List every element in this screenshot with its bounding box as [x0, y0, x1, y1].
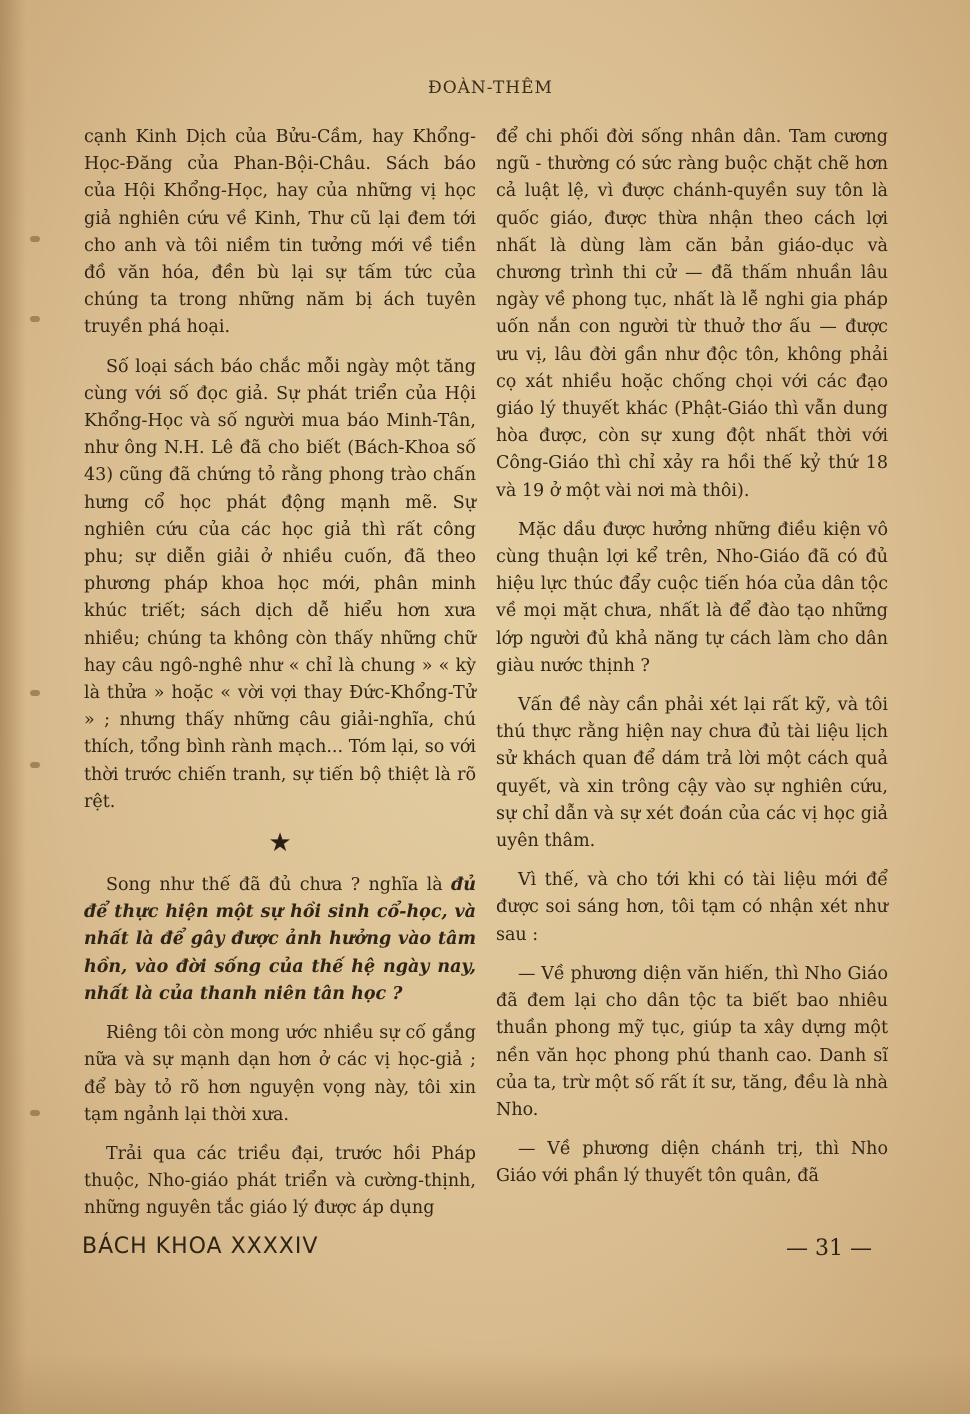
paragraph: Riêng tôi còn mong ước nhiều sự cố gắng nữa và sự mạnh dạn hơn ở các vị học-giả ; để bày tỏ rõ hơn nguyện vọng này, tôi xin tạm ngảnh lại thời xưa.: [84, 1023, 476, 1125]
paragraph-question-italic: đủ để thực hiện một sự hồi sinh cổ-học, và nhất là để gây được ảnh hưởng vào tâm hồn, vào đời sống của thế hệ ngày nay, nhất là của thanh niên tân học ?: [84, 875, 476, 1004]
binding-hole: [30, 236, 40, 242]
paragraph-question: [84, 872, 476, 1008]
running-head: ĐOÀN-THÊM: [428, 78, 553, 98]
paragraph: Vì thế, và cho tới khi có tài liệu mới để được soi sáng hơn, tôi tạm có nhận xét như sau :: [496, 870, 888, 945]
paragraph: Vấn đề này cần phải xét lại rất kỹ, và tôi thú thực rằng hiện nay chưa đủ tài liệu lịch sử khách quan để dám trả lời một cách quả quyết, và xin trông cậy vào sự nghiên cứu, sự chỉ dẫn và sự xét đoán của các vị học giả uyên thâm.: [496, 695, 888, 852]
paragraph: — Về phương diện văn hiến, thì Nho Giáo đã đem lại cho dân tộc ta biết bao nhiêu thuần phong mỹ tục, giúp ta xây dựng một nền văn học phong phú thanh cao. Danh sĩ của ta, trừ một số rất ít sư, tăng, đều là nhà Nho.: [496, 963, 888, 1120]
binding-hole: [30, 316, 40, 322]
right-column: [496, 124, 888, 1203]
binding-hole: [30, 1110, 40, 1116]
paragraph: cạnh Kinh Dịch của Bửu-Cầm, hay Khổng-Học-Đăng của Phan-Bội-Châu. Sách báo của Hội Khổng-Học, hay của những vị học giả nghiên cứu về Kinh, Thư cũ lại đem tới cho anh và tôi niềm tin tưởng mới về tiền đồ văn hóa, đền bù lại sự tấm tức của chúng ta trong những năm bị ách tuyên truyền phá hoại.: [84, 127, 476, 338]
paragraph: để chi phối đời sống nhân dân. Tam cương ngũ - thường có sức ràng buộc chặt chẽ hơn cả luật lệ, vì được chánh-quyền suy tôn là quốc giáo, được thừa nhận theo cách lợi nhất là dùng làm căn bản giáo-dục và chương trình thi cử — đã thấm nhuần lâu ngày về phong tục, nhất là lễ nghi gia pháp uốn nắn con người từ thuở thơ ấu — được ưu vị, lâu đời gần như độc tôn, không phải cọ xát nhiều hoặc chống chọi với các đạo giáo lý thuyết khác (Phật-Giáo thì vẫn dung hòa được, còn sự xung đột nhất thời với Công-Giáo thì chỉ xảy ra hồi thế kỷ thứ 18 và 19 ở một vài nơi mà thôi).: [496, 127, 888, 501]
publication-footer: BÁCH KHOA XXXXIV: [82, 1234, 319, 1259]
left-column: [84, 124, 476, 1235]
paragraph: Số loại sách báo chắc mỗi ngày một tăng cùng với số đọc giả. Sự phát triển của Hội Khổng-Học và số người mua báo Minh-Tân, như ông N.H. Lê đã cho biết (Bách-Khoa số 43) cũng đã chứng tỏ rằng phong trào chấn hưng cổ học phát động mạnh mẽ. Sự nghiên cứu của các học giả thì rất công phu; sự diễn giải ở nhiều cuốn, đã theo phương pháp khoa học mới, phân minh khúc triết; sách dịch dễ hiểu hơn xưa nhiều; chúng ta không còn thấy những chữ hay câu ngô-nghê như « chỉ là chung » « kỳ là thửa » hoặc « vời vợi thay Đức-Khổng-Tử » ; nhưng thấy những câu giải-nghĩa, chú thích, tổng bình rành mạch... Tóm lại, so với thời trước chiến tranh, sự tiến bộ thiệt là rõ rệt.: [84, 356, 476, 812]
binding-hole: [30, 762, 40, 768]
page-number: — 31 —: [786, 1236, 872, 1261]
paragraph: Trải qua các triều đại, trước hồi Pháp thuộc, Nho-giáo phát triển và cường-thịnh, những nguyên tắc giáo lý được áp dụng: [84, 1143, 476, 1219]
paragraph: — Về phương diện chánh trị, thì Nho Giáo với phần lý thuyết tôn quân, đã: [496, 1139, 888, 1187]
paragraph-question-lead: Song như thế đã đủ chưa ? nghĩa là: [106, 875, 452, 896]
binding-hole: [30, 690, 40, 696]
paragraph: Mặc dầu được hưởng những điều kiện vô cùng thuận lợi kể trên, Nho-Giáo đã có đủ hiệu lực thúc đẩy cuộc tiến hóa của dân tộc về mọi mặt chưa, nhất là để đào tạo những lớp người đủ khả năng tự cách làm cho dân giàu nước thịnh ?: [496, 519, 888, 676]
section-divider-star: ★: [268, 828, 292, 859]
